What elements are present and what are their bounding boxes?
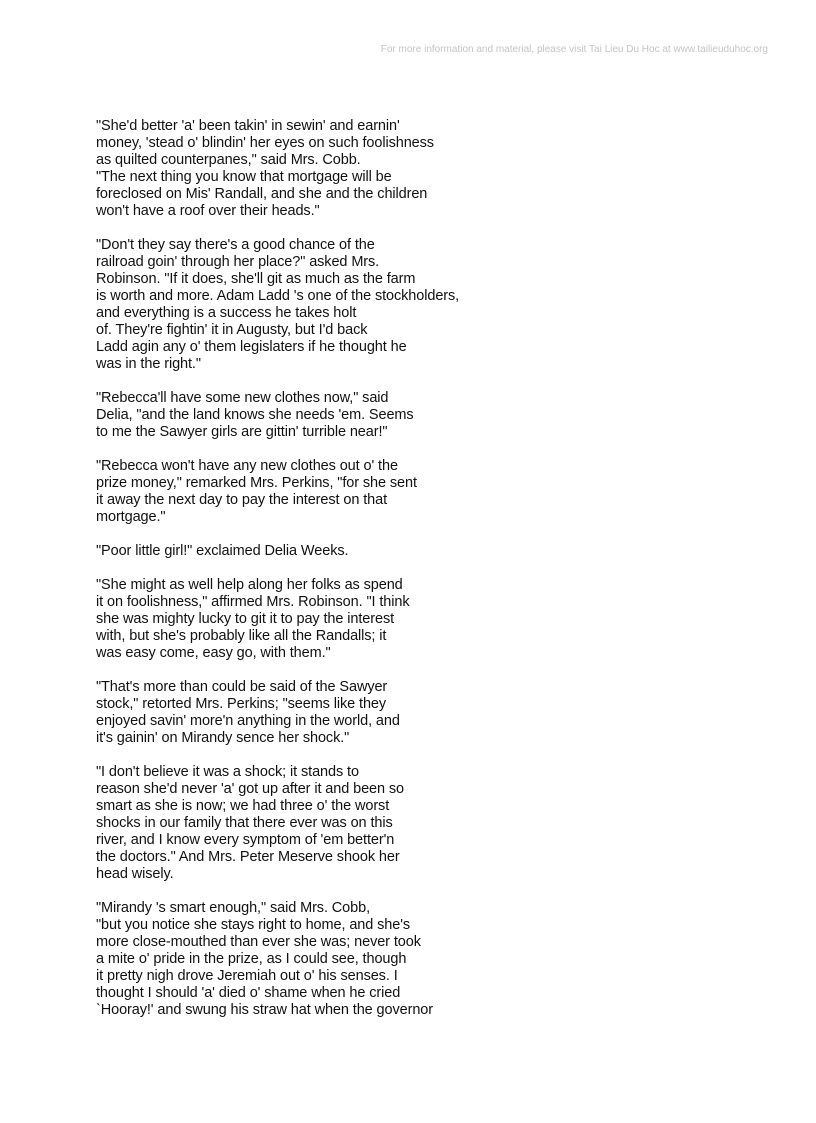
paragraph (96, 679, 776, 747)
text-line: railroad goin' through her place?" asked Mrs. (96, 254, 380, 270)
text-line: "She'd better 'a' been takin' in sewin' and earnin' (96, 118, 400, 134)
text-line: "but you notice she stays right to home, and she's (96, 917, 411, 933)
text-line: enjoyed savin' more'n anything in the world, and (96, 713, 400, 729)
text-line: "She might as well help along her folks as spend (96, 577, 403, 593)
text-line: Delia, "and the land knows she needs 'em. Seems (96, 407, 414, 423)
text-line: it on foolishness," affirmed Mrs. Robinson. "I think (96, 594, 410, 610)
text-line: river, and I know every symptom of 'em better'n (96, 832, 395, 848)
text-line: it away the next day to pay the interest on that (96, 492, 388, 508)
paragraph (96, 764, 776, 883)
text-line: shocks in our family that there ever was on this (96, 815, 393, 831)
text-line: with, but she's probably like all the Randalls; it (96, 628, 387, 644)
text-line: "Rebecca won't have any new clothes out o' the (96, 458, 398, 474)
text-line: "That's more than could be said of the Sawyer (96, 679, 388, 695)
text-line: she was mighty lucky to git it to pay the interest (96, 611, 395, 627)
paragraph (96, 577, 776, 662)
text-line: reason she'd never 'a' got up after it and been so (96, 781, 405, 797)
paragraph (96, 237, 776, 373)
paragraph (96, 118, 776, 220)
text-line: head wisely. (96, 866, 174, 882)
paragraph (96, 458, 776, 526)
text-line: won't have a roof over their heads." (96, 203, 320, 219)
text-line: "Mirandy 's smart enough," said Mrs. Cobb, (96, 900, 370, 916)
text-line: stock," retorted Mrs. Perkins; "seems like they (96, 696, 387, 712)
text-line: it pretty nigh drove Jeremiah out o' his senses. I (96, 968, 398, 984)
paragraph (96, 900, 776, 1019)
text-line: it's gainin' on Mirandy sence her shock." (96, 730, 350, 746)
paragraph (96, 390, 776, 441)
document-body (96, 118, 776, 1036)
text-line: of. They're fightin' it in Augusty, but I'd back (96, 322, 368, 338)
text-line: money, 'stead o' blindin' her eyes on such foolishness (96, 135, 434, 151)
text-line: "Poor little girl!" exclaimed Delia Weeks. (96, 543, 349, 559)
text-line: and everything is a success he takes holt (96, 305, 357, 321)
paragraph (96, 543, 776, 560)
text-line: prize money," remarked Mrs. Perkins, "for she sent (96, 475, 417, 491)
text-line: was easy come, easy go, with them." (96, 645, 331, 661)
text-line: smart as she is now; we had three o' the worst (96, 798, 390, 814)
text-line: the doctors." And Mrs. Peter Meserve shook her (96, 849, 400, 865)
text-line: to me the Sawyer girls are gittin' turrible near!" (96, 424, 388, 440)
text-line: was in the right." (96, 356, 201, 372)
text-line: mortgage." (96, 509, 166, 525)
text-line: as quilted counterpanes," said Mrs. Cobb. (96, 152, 361, 168)
text-line: more close-mouthed than ever she was; never took (96, 934, 421, 950)
text-line: Ladd agin any o' them legislaters if he thought he (96, 339, 407, 355)
text-line: `Hooray!' and swung his straw hat when the governor (96, 1002, 433, 1018)
text-line: "I don't believe it was a shock; it stands to (96, 764, 359, 780)
text-line: a mite o' pride in the prize, as I could see, though (96, 951, 407, 967)
text-line: foreclosed on Mis' Randall, and she and the children (96, 186, 428, 202)
text-line: "Don't they say there's a good chance of the (96, 237, 375, 253)
text-line: thought I should 'a' died o' shame when he cried (96, 985, 401, 1001)
text-line: "Rebecca'll have some new clothes now," said (96, 390, 389, 406)
header-note: For more information and material, please visit Tai Lieu Du Hoc at www.tailieuduhoc.org (380, 44, 768, 55)
text-line: Robinson. "If it does, she'll git as much as the farm (96, 271, 416, 287)
text-line: "The next thing you know that mortgage will be (96, 169, 392, 185)
text-line: is worth and more. Adam Ladd 's one of the stockholders, (96, 288, 460, 304)
